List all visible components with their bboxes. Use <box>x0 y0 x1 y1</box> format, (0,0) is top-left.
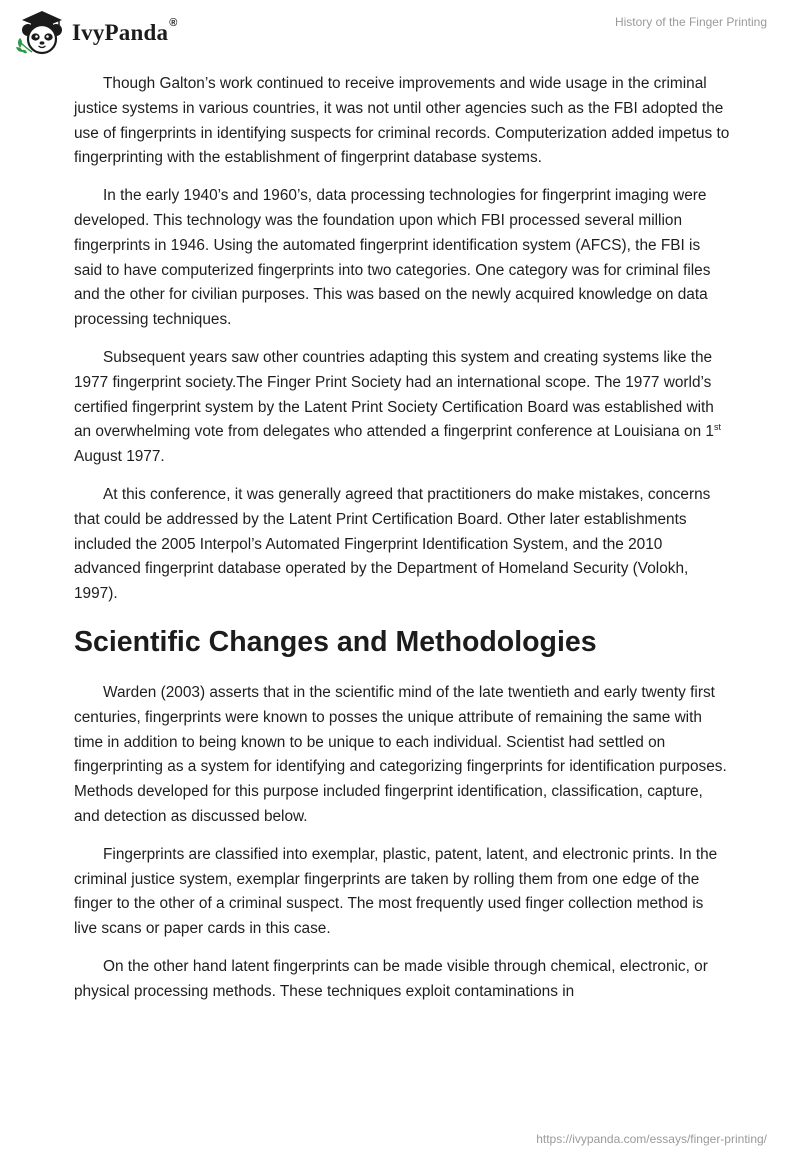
paragraph: Fingerprints are classified into exemplar, plastic, patent, latent, and electronic prints. In the criminal justice system, exemplar fingerprints are taken by rolling them from one edge of the finger to the other of a criminal suspect. The most frequently used finger collection method is live scans or paper cards in this case. <box>74 845 718 938</box>
ivypanda-logo[interactable] <box>14 8 178 56</box>
registered-mark: ® <box>169 17 178 29</box>
source-url[interactable]: https://ivypanda.com/essays/finger-printing/ <box>536 1132 767 1146</box>
section-heading: Scientific Changes and Methodologies <box>74 625 597 658</box>
paragraph: In the early 1940’s and 1960’s, data processing technologies for fingerprint imaging were developed. This technology was the foundation upon which FBI processed several million fingerprints in 1946. Using the automated fingerprint identification system (AFCS), the FBI is said to have computerized fingerprints into two categories. One category was for criminal files and the other for civilian purposes. This was based on the newly acquired knowledge on data processing techniques. <box>74 187 711 329</box>
logo-wordmark: IvyPanda® <box>72 17 178 45</box>
paragraph: At this conference, it was generally agreed that practitioners do make mistakes, concerns that could be addressed by the Latent Print Certification Board. Other later establishments included the 2005 Interpol’s Automated Fingerprint Identification System, and the 2010 advanced fingerprint database operated by the Department of Homeland Security (Volokh, 1997). <box>74 485 711 603</box>
paragraph-text: August 1977. <box>74 448 165 466</box>
document-title: History of the Finger Printing <box>614 15 767 29</box>
paragraph: Warden (2003) asserts that in the scientific mind of the late twentieth and early twenty first centuries, fingerprints were known to posses the unique attribute of remaining the same with time in addition to being known to be unique to each individual. Scientist had settled on fingerprinting as a system for identifying and categorizing fingerprints for identification purposes. Methods developed for this purpose included fingerprint identification, classification, capture, and detection as discussed below. <box>74 683 727 825</box>
paragraph: On the other hand latent fingerprints can be made visible through chemical, electronic, or physical processing methods. These techniques exploit contaminations in <box>74 957 708 1000</box>
essay-body <box>74 72 730 1018</box>
paragraph <box>74 346 730 470</box>
page-header <box>0 0 800 60</box>
paragraph-text: Subsequent years saw other countries adapting this system and creating systems like the 1977 fingerprint society.The Finger Print Society had an international scope. The 1977 world’s certified fingerprint system by the Latent Print Society Certification Board was established with an overwhelming vote from delegates who attended a fingerprint conference at Louisiana on 1 <box>74 348 714 441</box>
paragraph: Though Galton’s work continued to receive improvements and wide usage in the criminal justice systems in various countries, it was not until other agencies such as the FBI adopted the use of fingerprints in identifying suspects for criminal records. Computerization added impetus to fingerprinting with the establishment of fingerprint database systems. <box>74 75 730 167</box>
ordinal-suffix: st <box>713 422 721 433</box>
panda-graduate-icon <box>14 8 70 56</box>
